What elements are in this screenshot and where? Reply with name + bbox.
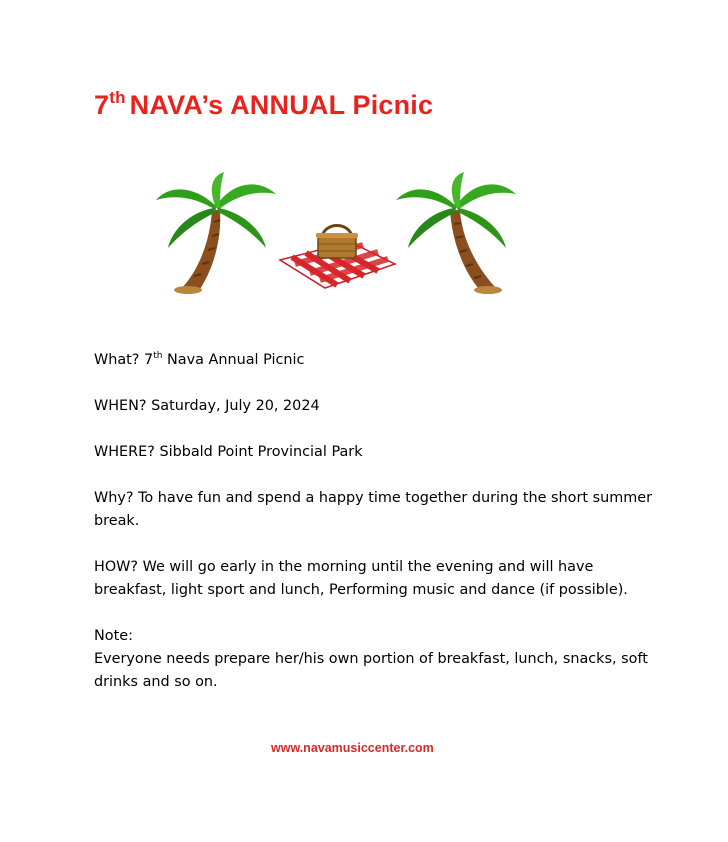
note-text: Everyone needs prepare her/his own portion of breakfast, lunch, snacks, soft drinks and so on. <box>94 651 648 690</box>
event-details <box>94 345 654 717</box>
picnic-basket-icon <box>280 226 395 289</box>
where-line: WHERE? Sibbald Point Provincial Park <box>94 444 363 460</box>
picnic-illustration <box>150 172 530 302</box>
left-palm-tree-icon <box>156 172 276 294</box>
right-palm-tree-icon <box>396 172 516 294</box>
when-line: WHEN? Saturday, July 20, 2024 <box>94 398 320 414</box>
how-line: HOW? We will go early in the morning until the evening and will have breakfast, light sport and lunch, Performing music and dance (if possible). <box>94 559 628 598</box>
note-block <box>94 625 654 694</box>
title-text: NAVA’s ANNUAL Picnic <box>129 90 434 120</box>
what-line: What? 7th Nava Annual Picnic <box>94 351 305 368</box>
note-label: Note: <box>94 628 133 644</box>
page-title <box>94 88 433 121</box>
title-number: 7 <box>94 90 110 120</box>
title-ordinal-suffix: th <box>109 88 126 107</box>
website-link[interactable]: www.navamusiccenter.com <box>271 741 434 755</box>
why-line: Why? To have fun and spend a happy time together during the short summer break. <box>94 490 653 529</box>
